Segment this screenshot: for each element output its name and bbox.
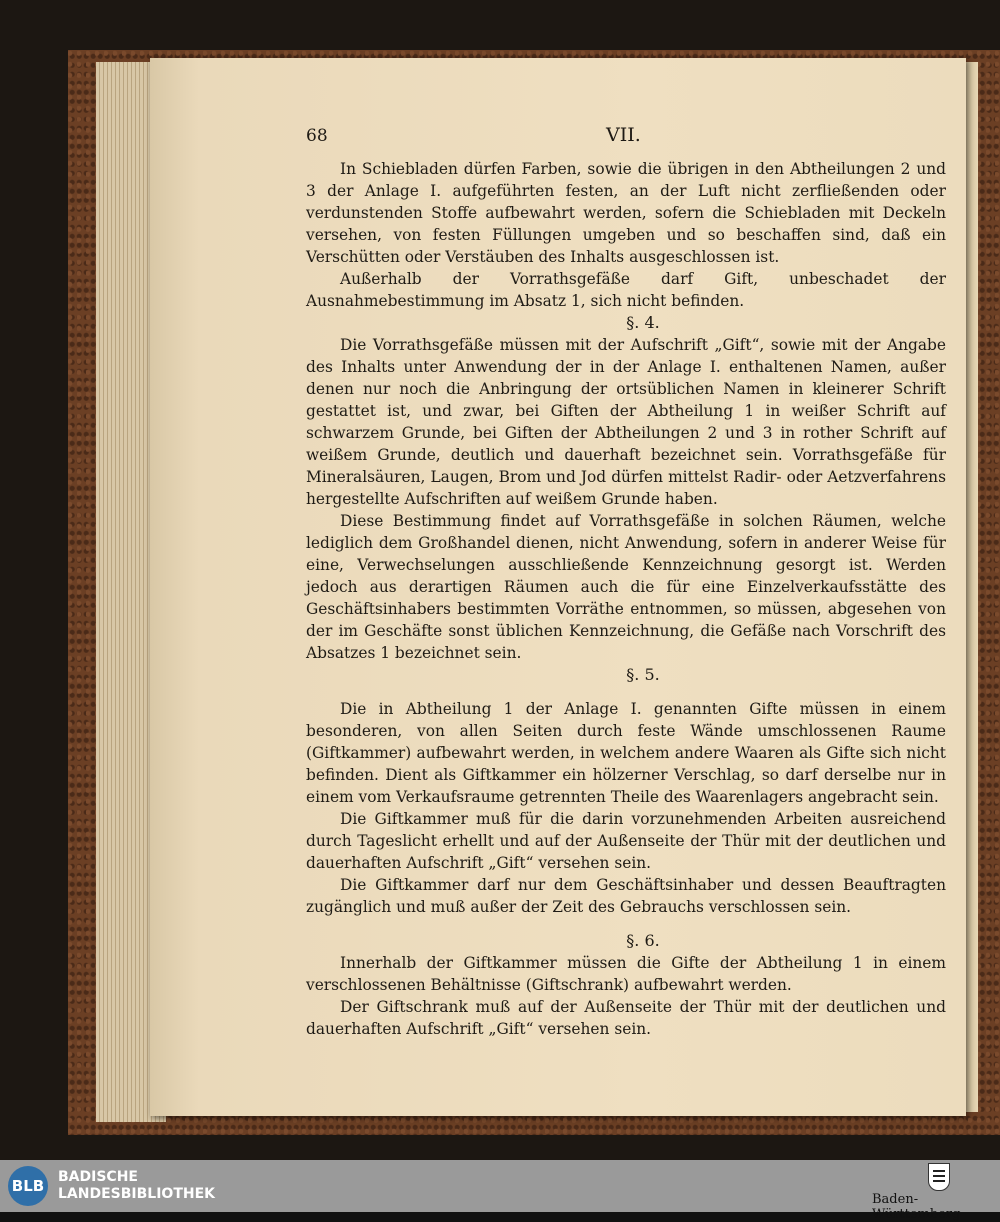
footer-bar <box>0 1160 1000 1222</box>
paragraph: Der Giftschrank muß auf der Außenseite der Thür mit der deutlichen und dauerhaften Aufschrift „Gift“ versehen sein. <box>306 998 946 1038</box>
state-crest-icon <box>928 1163 950 1191</box>
spacer <box>306 686 946 698</box>
library-name-line1: BADISCHE <box>58 1169 138 1185</box>
section-heading: §. 6. <box>626 931 660 950</box>
section-heading: §. 4. <box>626 313 660 332</box>
paragraph: Die Vorrathsgefäße müssen mit der Aufschrift „Gift“, sowie mit der Angabe des Inhalts unter Anwendung der in der Anlage I. enthaltenen Namen, außer denen nur noch die Anbringung der ortsüblichen Namen in kleinerer Schrift gestattet ist, und zwar, bei Giften der Abtheilung 1 in weißer Schrift auf schwarzem Grunde, bei Giften der Abtheilungen 2 und 3 in rother Schrift auf weißem Grunde, deutlich und dauerhaft bezeichnet sein. Vorrathsgefäße für Mineralsäuren, Laugen, Brom und Jod dürfen mittelst Radir- oder Aetzverfahrens hergestellte Aufschriften auf weißem Grunde haben. <box>306 336 946 508</box>
chapter-heading: VII. <box>606 124 641 146</box>
state-name[interactable]: Baden-Württemberg <box>872 1192 961 1222</box>
page-number: 68 <box>306 126 328 146</box>
right-page-edge <box>964 62 978 1112</box>
page-text <box>306 158 946 1040</box>
paragraph: Diese Bestimmung findet auf Vorrathsgefäße in solchen Räumen, welche lediglich dem Großhandel dienen, nicht Anwendung, sofern in anderer Weise für eine, Verwechselungen ausschließende Kennzeichnung gesorgt ist. Werden jedoch aus derartigen Räumen auch die für eine Einzelverkaufsstätte des Geschäftsinhabers bestimmten Vorräthe entnommen, so müssen, abgesehen von der im Geschäfte sonst üblichen Kennzeichnung, die Gefäße nach Vorschrift des Absatzes 1 bezeichnet sein. <box>306 512 946 662</box>
page-header <box>306 126 946 152</box>
blb-logo[interactable]: BLB <box>8 1166 48 1206</box>
paragraph: Außerhalb der Vorrathsgefäße darf Gift, unbeschadet der Ausnahmebestimmung im Absatz 1, sich nicht befinden. <box>306 270 946 310</box>
library-name[interactable] <box>58 1169 215 1203</box>
section-heading: §. 5. <box>626 665 660 684</box>
paragraph: In Schiebladen dürfen Farben, sowie die übrigen in den Abtheilungen 2 und 3 der Anlage I. aufgeführten festen, an der Luft nicht zerfließenden oder verdunstenden Stoffe aufbewahrt werden, sofern die Schiebladen mit Deckeln versehen, von festen Füllungen umgeben und so beschaffen sind, daß ein Verschütten oder Verstäuben des Inhalts ausgeschlossen ist. <box>306 160 946 266</box>
paragraph: Die Giftkammer darf nur dem Geschäftsinhaber und dessen Beauftragten zugänglich und muß außer der Zeit des Gebrauchs verschlossen sein. <box>306 876 946 916</box>
library-name-line2: LANDESBIBLIOTHEK <box>58 1186 216 1202</box>
paragraph: Innerhalb der Giftkammer müssen die Gifte der Abtheilung 1 in einem verschlossenen Behältnisse (Giftschrank) aufbewahrt werden. <box>306 954 946 994</box>
paragraph: Die Giftkammer muß für die darin vorzunehmenden Arbeiten ausreichend durch Tageslicht erhellt und auf der Außenseite der Thür mit der deutlichen und dauerhaften Aufschrift „Gift“ versehen sein. <box>306 810 946 872</box>
paragraph: Die in Abtheilung 1 der Anlage I. genannten Gifte müssen in einem besonderen, von allen Seiten durch feste Wände umschlossenen Raume (Giftkammer) aufbewahrt werden, in welchem andere Waaren als Gifte sich nicht befinden. Dient als Giftkammer ein hölzerner Verschlag, so darf derselbe nur in einem vom Verkaufsraume getrennten Theile des Waarenlagers angebracht sein. <box>306 700 946 806</box>
spacer <box>306 918 946 930</box>
